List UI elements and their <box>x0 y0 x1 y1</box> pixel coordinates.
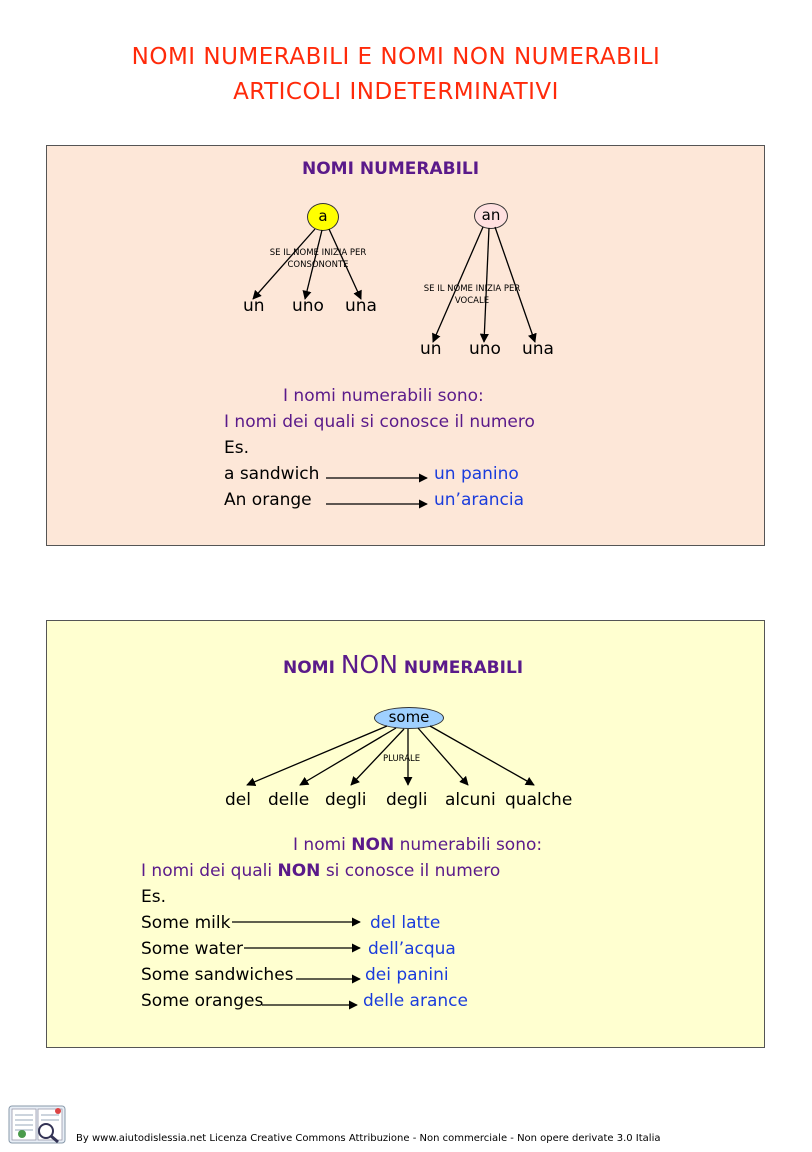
countable-example-en: a sandwich <box>224 464 320 484</box>
a-arrow-un <box>253 229 315 299</box>
a-tree-leaf-una: una <box>345 296 377 316</box>
some-arrow-del <box>247 726 387 785</box>
an-tree-leaf-una: una <box>522 339 554 359</box>
uncountable-example-it: del latte <box>370 913 441 933</box>
a-arrow-uno <box>305 230 322 299</box>
an-arrow-uno <box>484 228 489 342</box>
an-arrow-un <box>433 227 483 342</box>
a-arrow-una <box>329 229 361 299</box>
some-tree-leaf-qualche: qualche <box>505 790 573 810</box>
countable-es-label: Es. <box>224 438 250 458</box>
page-title-line1: NOMI NUMERABILI E NOMI NON NUMERABILI <box>131 44 661 70</box>
article-a-bubble: a <box>307 203 339 231</box>
countable-definition: I nomi dei quali si conosce il numero <box>224 412 535 432</box>
some-tree-leaf-alcuni: alcuni <box>445 790 496 810</box>
countable-example-en: An orange <box>224 490 312 510</box>
uncountable-example-it: delle arance <box>363 991 468 1011</box>
countable-example-it: un’arancia <box>434 490 525 510</box>
uncountable-heading-pre: NOMI <box>283 658 341 678</box>
uncountable-es-label: Es. <box>141 887 167 907</box>
uncountable-example-it: dei panini <box>365 965 449 985</box>
some-tree-leaf-del: del <box>225 790 251 810</box>
uncountable-example-en: Some water <box>141 939 244 959</box>
some-arrow-qualche <box>430 726 534 785</box>
article-an-bubble: an <box>474 203 508 229</box>
a-tree-leaf-uno: uno <box>292 296 324 316</box>
some-arrow-alcuni <box>418 728 468 785</box>
article-some-bubble: some <box>374 707 444 729</box>
some-tree-leaf-delle: delle <box>268 790 310 810</box>
page-title-line2: ARTICOLI INDETERMINATIVI <box>233 79 559 105</box>
an-arrow-una <box>495 227 535 342</box>
a-tree-note: SE IL NOME INIZIA PER CONSONONTE <box>269 248 367 270</box>
uncountable-example-en: Some sandwiches <box>141 965 294 985</box>
uncountable-heading-non: NON <box>340 650 398 679</box>
uncountable-definition: I nomi dei quali NON si conosce il numero <box>141 861 501 881</box>
some-tree-note: PLURALE <box>383 754 421 764</box>
an-tree-note: SE IL NOME INIZIA PER VOCALE <box>423 284 521 306</box>
uncountable-definition-title: I nomi NON numerabili sono: <box>293 835 543 855</box>
a-tree-leaf-un: un <box>243 296 265 316</box>
countable-definition-title: I nomi numerabili sono: <box>283 386 484 406</box>
uncountable-heading-post: NUMERABILI <box>397 658 524 678</box>
countable-example-it: un panino <box>434 464 519 484</box>
some-tree-leaf-degli: degli <box>325 790 367 810</box>
site-logo-icon <box>8 1103 66 1145</box>
uncountable-example-it: dell’acqua <box>368 939 456 959</box>
uncountable-example-en: Some milk <box>141 913 231 933</box>
uncountable-example-en: Some oranges <box>141 991 264 1011</box>
footer-license: By www.aiutodislessia.net Licenza Creative Commons Attribuzione - Non commerciale - Non opere derivate 3.0 Italia <box>76 1133 661 1144</box>
an-tree-leaf-uno: uno <box>469 339 501 359</box>
some-tree-leaf-degli: degli <box>386 790 428 810</box>
countable-heading: NOMI NUMERABILI <box>302 159 480 179</box>
an-tree-leaf-un: un <box>420 339 442 359</box>
